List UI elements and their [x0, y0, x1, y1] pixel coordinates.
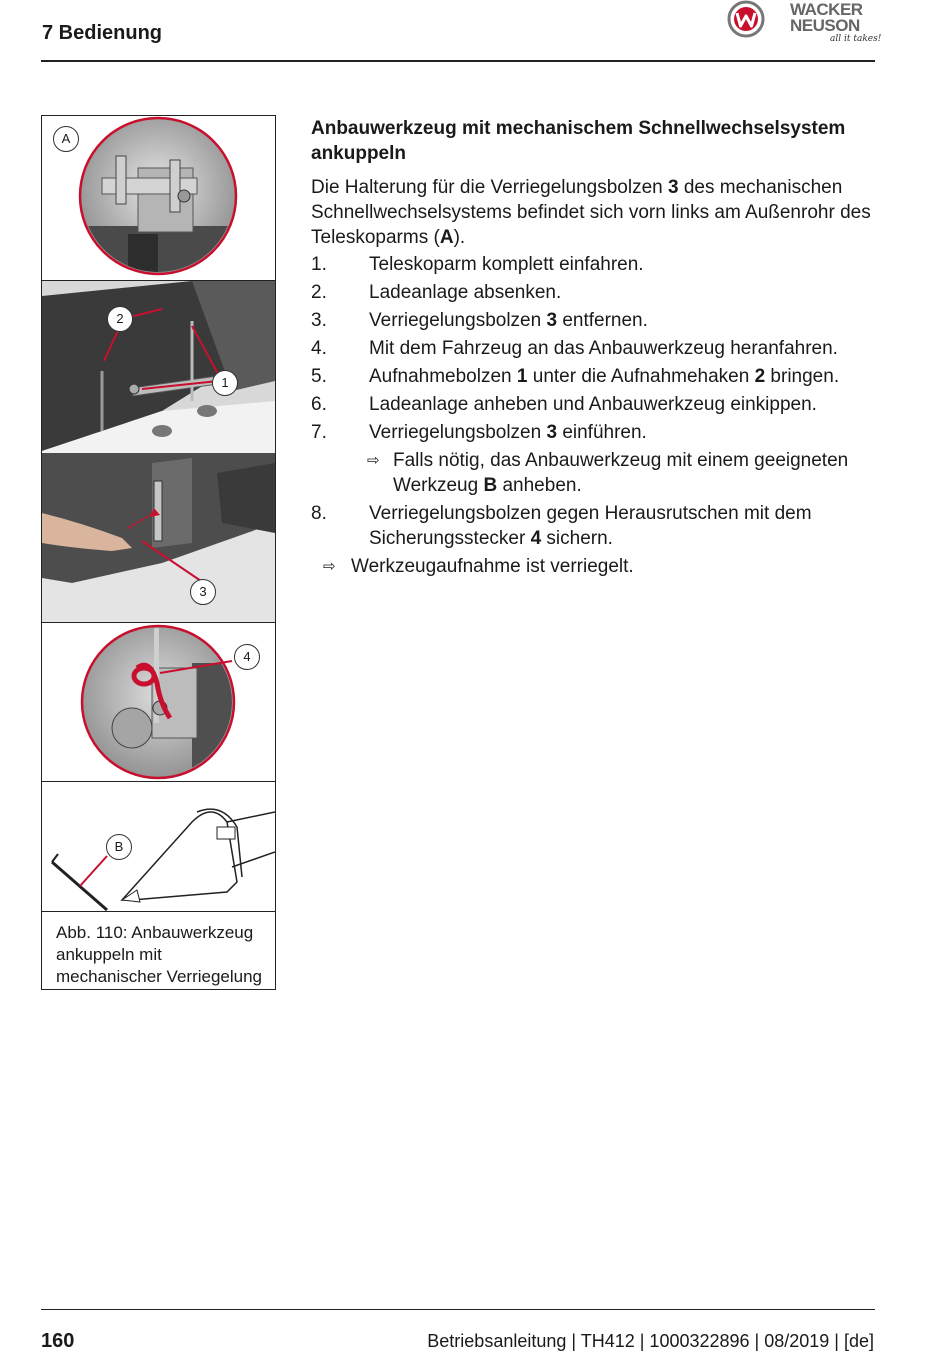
step-item [311, 308, 876, 333]
step-item [311, 252, 876, 277]
document-info: Betriebsanleitung | TH412 | 1000322896 | 08/2019 | [de] [427, 1331, 874, 1351]
step-text: Aufnahmebolzen [369, 366, 517, 387]
result-arrow-icon: ⇨ [323, 558, 336, 575]
figure-panel-lever [42, 782, 275, 911]
step-text: Mit dem Fahrzeug an das Anbauwerkzeug heranfahren. [369, 338, 838, 359]
insert-locking-bolt-image [42, 453, 275, 622]
quick-coupler-hooks-image [42, 281, 275, 453]
figure-panel-a [42, 116, 275, 280]
step-number: 6. [311, 394, 327, 415]
final-result [311, 554, 876, 579]
step-text: entfernen. [557, 310, 648, 331]
page-number: 160 [41, 1330, 75, 1352]
callout-3: 3 [190, 579, 216, 605]
figure-110 [41, 115, 276, 990]
intermediate-result [311, 448, 876, 498]
result-text: Falls nötig, das Anbauwerkzeug mit einem geeigneten Werkzeug [393, 450, 849, 496]
intro-ref-a: A [439, 227, 454, 248]
step-number: 4. [311, 338, 327, 359]
figure-caption: Abb. 110: Anbauwerkzeug ankuppeln mit mechanischer Verriegelung [56, 923, 263, 986]
step-text: sichern. [541, 528, 613, 549]
step-item [311, 364, 876, 389]
logo-text-wacker: WACKER [790, 0, 863, 19]
wacker-neuson-logo [724, 0, 884, 46]
intro-text: ). [453, 227, 466, 248]
figure-panel-pin [42, 623, 275, 781]
step-ref: 1 [516, 366, 528, 387]
panel-divider [42, 911, 275, 912]
step-text: bringen. [765, 366, 840, 387]
callout-4: 4 [234, 644, 260, 670]
step-text: Teleskoparm komplett einfahren. [369, 254, 644, 275]
step-number: 8. [311, 503, 327, 524]
wacker-neuson-emblem-icon [724, 0, 768, 44]
step-number: 7. [311, 422, 327, 443]
step-item [311, 336, 876, 361]
step-ref: 4 [530, 528, 542, 549]
step-text: Ladeanlage absenken. [369, 282, 562, 303]
figure-panel-hooks [42, 281, 275, 453]
step-ref: 3 [546, 310, 558, 331]
chapter-title: 7 Bedienung [42, 22, 163, 44]
step-number: 1. [311, 254, 327, 275]
footer-rule [41, 1309, 875, 1310]
step-ref: 3 [546, 422, 558, 443]
step-item [311, 501, 876, 551]
intro-text: Die Halterung für die Verriegelungsbolzen [311, 177, 668, 198]
figure-panel-bolt [42, 453, 275, 622]
step-text: einführen. [557, 422, 647, 443]
result-arrow-icon: ⇨ [367, 452, 380, 469]
intro-ref-3: 3 [668, 177, 679, 198]
callout-2: 2 [107, 306, 133, 332]
step-item [311, 420, 876, 445]
lever-tool-drawing [42, 782, 275, 911]
step-text: Verriegelungsbolzen [369, 310, 547, 331]
header-rule [41, 60, 875, 62]
callout-1: 1 [212, 370, 238, 396]
callout-a: A [53, 126, 79, 152]
section-title: Anbauwerkzeug mit mechanischem Schnellwechselsystem ankuppeln [311, 118, 846, 164]
result-text: anheben. [497, 475, 582, 496]
step-number: 3. [311, 310, 327, 331]
logo-slogan: all it takes! [830, 34, 882, 44]
callout-b: B [106, 834, 132, 860]
step-item [311, 280, 876, 305]
intro-text: des mechanischen Schnellwechselsystems befindet sich vorn links am Außenrohr des Teleskoparms ( [311, 177, 871, 248]
step-text: Verriegelungsbolzen gegen Herausrutschen mit dem Sicherungsstecker [369, 503, 812, 549]
step-ref: 2 [754, 366, 766, 387]
step-text: Ladeanlage anheben und Anbauwerkzeug einkippen. [369, 394, 817, 415]
result-text: Werkzeugaufnahme ist verriegelt. [351, 556, 634, 577]
result-ref: B [483, 475, 498, 496]
step-text: unter die Aufnahmehaken [527, 366, 755, 387]
instructions [311, 116, 876, 579]
step-item [311, 392, 876, 417]
step-text: Verriegelungsbolzen [369, 422, 547, 443]
step-number: 2. [311, 282, 327, 303]
step-number: 5. [311, 366, 327, 387]
step-list [311, 252, 876, 551]
logo-text-neuson: NEUSON [790, 16, 860, 35]
intro-paragraph [311, 175, 876, 250]
